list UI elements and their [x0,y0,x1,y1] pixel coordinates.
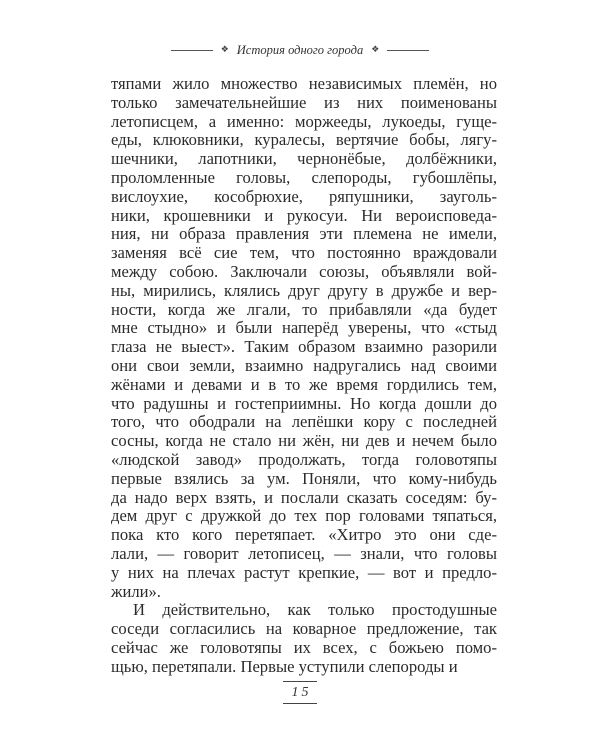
text-line: соседи согласились на коварное предложение, так [111,619,497,639]
text-line: только замечательнейшие из них поименованы [111,92,497,112]
text-line: проломленные головы, слепороды, губошлёпы, [111,167,497,187]
text-line: вислоухие, кособрюхие, ряпушники, зауголь- [111,186,497,206]
text-line: тяпами жило множество независимых племён, но [111,74,497,93]
text-line: сейчас же головотяпы их всех, с божьею помо- [111,637,497,657]
text-line: дем друг с дружкой до тех пор головами тяпаться, [111,506,497,526]
paragraph [111,601,497,676]
text-line: сосны, когда не стало ни жён, ни дев и нечем было [111,431,497,451]
text-line: ности, когда же лгали, то прибавляли «да будет [111,299,497,319]
text-line: заменяя всё сие тем, что постоянно враждовали [111,243,497,263]
page-number-rule-bottom [283,703,317,704]
text-line: глаза не выест». Таким образом взаимно разорили [111,337,497,357]
book-title: История одного города [236,43,364,57]
text-line: ники, крошевники и рукосуи. Ни вероисповеда- [111,205,497,225]
text-line: щью, перетяпали. Первые уступили слепороды и [111,656,458,676]
text-line: еды, клюковники, куралесы, вертячие бобы, лягу- [111,130,497,150]
text-line: шечники, лапотники, чернонёбые, долбёжники, [111,149,497,169]
text-line: того, что ободрали на лепёшки кору с последней [111,412,497,432]
text-line: жёнами и девами и в то же время гордились тем, [111,374,497,394]
text-line: между собою. Заключали союзы, объявляли вой- [111,261,497,281]
paragraph [111,75,497,601]
header-rule-right [387,50,429,51]
header-rule-left [171,50,213,51]
text-line: что радушны и гостеприимны. Но когда дошли до [111,393,497,413]
text-line: мне стыдно» и были наперёд уверены, что «стыд [111,318,497,338]
running-header [0,43,600,58]
text-line: лали, — говорит летописец, — знали, что головы [111,543,497,563]
text-line: они свои земли, взаимно надругались над своими [111,355,497,375]
text-line: да надо верх взять, и послали сказать соседям: бу- [111,487,497,507]
text-line: ния, ни образа правления эти племена не имели, [111,224,497,244]
page-number-block [270,681,330,704]
text-line: ны, мирились, клялись друг другу в дружбе и вер- [111,280,497,300]
text-line: пока кто кого перетяпает. «Хитро это они сде- [111,525,497,545]
page-number: 15 [291,685,312,700]
text-line: первые взялись за ум. Поняли, что кому-нибудь [111,468,497,488]
text-line: жили». [111,581,161,601]
text-line: летописцем, а именно: моржееды, лукоеды, гуще- [111,111,497,131]
text-line: у них на плечах растут крепкие, — вот и предло- [111,562,497,582]
ornament-icon: ❖ [371,45,380,55]
text-line: «людской завод» продолжать, тогда головотяпы [111,449,497,469]
ornament-icon: ❖ [220,45,229,55]
text-line: И действительно, как только простодушные [133,600,497,620]
body-text [111,75,497,677]
